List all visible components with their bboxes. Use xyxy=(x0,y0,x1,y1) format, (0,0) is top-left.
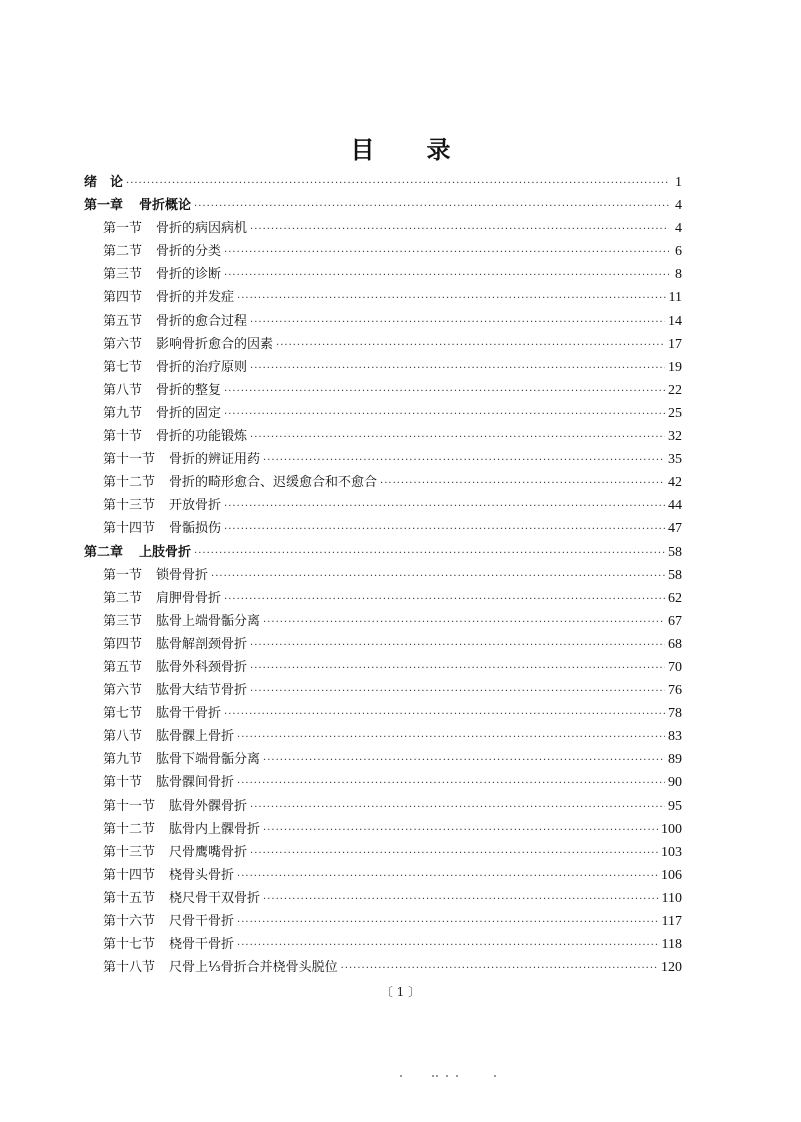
toc-section-entry[interactable] xyxy=(84,217,682,240)
dot-leader xyxy=(250,842,658,865)
toc-section-entry[interactable] xyxy=(84,841,682,864)
toc-entry-label xyxy=(103,379,221,402)
toc-page-number: 68 xyxy=(668,636,682,652)
toc-entry-number: 第一节 xyxy=(103,221,143,237)
toc-section-entry[interactable] xyxy=(84,956,682,979)
dot-leader xyxy=(380,472,665,495)
toc-entry-label xyxy=(84,541,191,564)
toc-entry-title: 肱骨髁上骨折 xyxy=(156,729,235,745)
toc-entry-title: 影响骨折愈合的因素 xyxy=(156,336,274,352)
toc-entry-label xyxy=(103,725,234,748)
toc-section-entry[interactable] xyxy=(84,587,682,610)
toc-entry-number: 第八节 xyxy=(103,729,143,745)
toc-page-number: 110 xyxy=(661,890,682,906)
scan-specks xyxy=(400,1075,500,1077)
dot-leader xyxy=(250,426,665,449)
toc-entry-title: 肱骨大结节骨折 xyxy=(156,683,248,699)
toc-section-entry[interactable] xyxy=(84,725,682,748)
toc-entry-label xyxy=(103,356,247,379)
toc-entry-number: 第十七节 xyxy=(103,937,156,953)
toc-section-entry[interactable] xyxy=(84,310,682,333)
toc-entry-title: 桡尺骨干双骨折 xyxy=(169,890,261,906)
toc-section-entry[interactable] xyxy=(84,263,682,286)
toc-page-number: 103 xyxy=(661,844,682,860)
toc-section-entry[interactable] xyxy=(84,286,682,309)
toc-section-entry[interactable] xyxy=(84,379,682,402)
toc-entry-label xyxy=(103,425,247,448)
toc-page-number: 1 xyxy=(675,175,682,190)
toc-entry-title: 肱骨外髁骨折 xyxy=(169,798,248,814)
toc-entry-number: 第十四节 xyxy=(103,867,156,883)
toc-page-number: 22 xyxy=(668,382,682,398)
dot-leader xyxy=(224,495,665,518)
toc-entry-label xyxy=(103,517,221,540)
toc-entry-number: 第十三节 xyxy=(103,844,156,860)
toc-entry-title: 骨折的整复 xyxy=(156,382,222,398)
dot-leader xyxy=(224,380,665,403)
toc-entry-number: 第九节 xyxy=(103,405,143,421)
toc-entry-number: 第十二节 xyxy=(103,821,156,837)
dot-leader xyxy=(237,934,658,957)
toc-section-entry[interactable] xyxy=(84,240,682,263)
dot-leader xyxy=(263,449,665,472)
toc-entry-label xyxy=(103,771,234,794)
toc-entry-number: 第十一节 xyxy=(103,452,156,468)
toc-section-entry[interactable] xyxy=(84,887,682,910)
toc-entry-title: 骨折的并发症 xyxy=(156,290,235,306)
toc-entry-label xyxy=(84,194,191,217)
toc-page-number: 100 xyxy=(661,821,682,837)
toc-section-entry[interactable] xyxy=(84,333,682,356)
dot-leader xyxy=(263,888,658,911)
dot-leader xyxy=(263,819,658,842)
toc-entry-number: 第二章 xyxy=(84,544,124,560)
dot-leader xyxy=(237,287,665,310)
toc-chapter-entry[interactable] xyxy=(84,194,682,217)
toc-entry-title: 尺骨干骨折 xyxy=(169,914,235,929)
toc-section-entry[interactable] xyxy=(84,702,682,725)
toc-page-number: 47 xyxy=(668,521,682,537)
toc-page-number: 83 xyxy=(668,729,682,745)
title-char-1: 目 xyxy=(350,135,375,164)
toc-entry-number: 第十节 xyxy=(103,775,143,791)
toc-entry-title: 桡骨干骨折 xyxy=(169,937,235,953)
dot-leader xyxy=(250,218,669,241)
toc-page-number: 58 xyxy=(668,567,682,583)
toc-entry-label xyxy=(103,910,234,933)
toc-section-entry[interactable] xyxy=(84,633,682,656)
toc-entry-title: 骨折的固定 xyxy=(156,405,222,421)
toc-page-number: 4 xyxy=(675,221,682,237)
toc-page-number: 6 xyxy=(675,244,682,260)
toc-entry-number: 第六节 xyxy=(103,336,143,352)
toc-section-entry[interactable] xyxy=(84,656,682,679)
dot-leader xyxy=(341,957,658,980)
toc-section-entry[interactable] xyxy=(84,425,682,448)
toc-page-number: 117 xyxy=(661,914,682,929)
dot-leader xyxy=(211,565,665,588)
toc-entry-label xyxy=(103,564,208,587)
toc-entry-number: 第七节 xyxy=(103,359,143,375)
toc-entry-label xyxy=(103,310,247,333)
dot-leader xyxy=(224,403,665,426)
toc-entry-title: 肱骨干骨折 xyxy=(156,706,222,722)
toc-entry-number: 第四节 xyxy=(103,636,143,652)
toc-entry-label xyxy=(103,956,338,979)
toc-entry-title: 肱骨髁间骨折 xyxy=(156,775,235,791)
toc-page-number: 120 xyxy=(661,960,682,976)
toc-entry-number: 第十三节 xyxy=(103,498,156,514)
toc-entry-number: 第十一节 xyxy=(103,798,156,814)
dot-leader xyxy=(250,796,665,819)
toc-entry-title: 骨折的功能锻炼 xyxy=(156,429,248,445)
toc-page-number: 58 xyxy=(668,544,682,560)
toc-entry-label xyxy=(103,633,247,656)
toc-entry-title: 骨骺损伤 xyxy=(169,521,222,537)
toc-section-entry[interactable] xyxy=(84,818,682,841)
toc-entry-title: 骨折的愈合过程 xyxy=(156,313,248,329)
toc-entry-label xyxy=(103,402,221,425)
page-folio: 〔 1 〕 xyxy=(380,985,421,999)
toc-page-number: 35 xyxy=(668,452,682,468)
toc-entry-title: 锁骨骨折 xyxy=(156,567,209,583)
dot-leader xyxy=(224,241,669,264)
toc-entry-number: 第四节 xyxy=(103,290,143,306)
toc-entry-title: 骨折的治疗原则 xyxy=(156,359,248,375)
toc-entry-label xyxy=(103,263,221,286)
toc-section-entry[interactable] xyxy=(84,795,682,818)
toc-section-entry[interactable] xyxy=(84,448,682,471)
toc-section-entry[interactable] xyxy=(84,402,682,425)
dot-leader xyxy=(250,657,665,680)
toc-page-number: 62 xyxy=(668,590,682,606)
toc-entry-label xyxy=(103,841,247,864)
toc-section-entry[interactable] xyxy=(84,910,682,933)
dot-leader xyxy=(224,703,665,726)
toc-entry-number: 绪 论 xyxy=(84,175,124,190)
toc-entry-number: 第十节 xyxy=(103,429,143,445)
dot-leader xyxy=(237,726,665,749)
toc-entry-title: 骨折概论 xyxy=(139,198,192,214)
toc-entry-number: 第一节 xyxy=(103,567,143,583)
toc-entry-title: 骨折的诊断 xyxy=(156,267,222,283)
toc-section-entry[interactable] xyxy=(84,771,682,794)
toc-page-number: 70 xyxy=(668,659,682,675)
toc-chapter-entry[interactable] xyxy=(84,171,682,194)
toc-entry-title: 骨折的分类 xyxy=(156,244,222,260)
toc-entry-title: 骨折的辨证用药 xyxy=(169,452,261,468)
toc-entry-number: 第九节 xyxy=(103,752,143,768)
toc-section-entry[interactable] xyxy=(84,494,682,517)
dot-leader xyxy=(237,772,665,795)
toc-section-entry[interactable] xyxy=(84,864,682,887)
toc-entry-label xyxy=(103,610,260,633)
toc-entry-number: 第三节 xyxy=(103,267,143,283)
toc-page-number: 32 xyxy=(668,429,682,445)
toc-entry-number: 第十八节 xyxy=(103,960,156,976)
toc-entry-label xyxy=(103,795,247,818)
dot-leader xyxy=(194,542,665,565)
dot-leader xyxy=(250,357,665,380)
toc-page-number: 42 xyxy=(668,475,682,491)
dot-leader xyxy=(263,749,665,772)
toc-entry-title: 上肢骨折 xyxy=(139,544,192,560)
dot-leader xyxy=(224,588,665,611)
toc-entry-title: 肱骨解剖颈骨折 xyxy=(156,636,248,652)
toc-entry-label xyxy=(103,333,273,356)
toc-entry-label xyxy=(103,448,260,471)
toc-page-number: 14 xyxy=(668,313,682,329)
toc-entry-label xyxy=(103,887,260,910)
toc-page-number: 90 xyxy=(668,775,682,791)
toc-entry-label xyxy=(103,494,221,517)
toc-page-number: 106 xyxy=(661,867,682,883)
toc-entry-number: 第十四节 xyxy=(103,521,156,537)
toc-entry-label xyxy=(103,933,234,956)
toc-entry-number: 第三节 xyxy=(103,613,143,629)
dot-leader xyxy=(263,611,665,634)
toc-entry-label xyxy=(103,286,234,309)
toc-page-number: 95 xyxy=(668,798,682,814)
dot-leader xyxy=(250,634,665,657)
toc-section-entry[interactable] xyxy=(84,564,682,587)
toc-entry-label xyxy=(84,171,123,194)
dot-leader xyxy=(276,334,665,357)
toc-entry-number: 第十六节 xyxy=(103,914,156,929)
toc-entry-title: 尺骨上⅓骨折合并桡骨头脱位 xyxy=(169,960,338,976)
toc-entry-number: 第十二节 xyxy=(103,475,156,491)
toc-entry-label xyxy=(103,679,247,702)
toc-page-number: 76 xyxy=(668,683,682,699)
toc-entry-title: 肱骨外科颈骨折 xyxy=(156,659,248,675)
toc-entry-number: 第五节 xyxy=(103,659,143,675)
toc-entry-label xyxy=(103,748,260,771)
toc-page-number: 118 xyxy=(661,937,682,953)
toc-entry-label xyxy=(103,864,234,887)
toc-entry-number: 第十五节 xyxy=(103,890,156,906)
toc-entry-title: 肱骨内上髁骨折 xyxy=(169,821,261,837)
toc-page-number: 89 xyxy=(668,752,682,768)
toc-page-number: 67 xyxy=(668,613,682,629)
dot-leader xyxy=(237,865,658,888)
toc-entry-label xyxy=(103,656,247,679)
toc-entry-title: 肩胛骨骨折 xyxy=(156,590,222,606)
dot-leader xyxy=(250,311,665,334)
toc-entry-title: 尺骨鹰嘴骨折 xyxy=(169,844,248,860)
toc-entry-title: 肱骨上端骨骺分离 xyxy=(156,613,261,629)
page-title xyxy=(0,130,801,165)
toc-entry-title: 骨折的病因病机 xyxy=(156,221,248,237)
dot-leader xyxy=(194,195,669,218)
toc-page-number: 11 xyxy=(668,290,682,306)
toc-entry-number: 第八节 xyxy=(103,382,143,398)
toc-entry-title: 桡骨头骨折 xyxy=(169,867,235,883)
toc-entry-number: 第二节 xyxy=(103,244,143,260)
dot-leader xyxy=(237,911,658,934)
toc-entry-title: 开放骨折 xyxy=(169,498,222,514)
toc-entry-label xyxy=(103,471,377,494)
toc-page-number: 8 xyxy=(675,267,682,283)
toc-entry-label xyxy=(103,702,221,725)
toc-entry-label xyxy=(103,818,260,841)
toc-page-number: 78 xyxy=(668,706,682,722)
toc-entry-number: 第五节 xyxy=(103,313,143,329)
toc-section-entry[interactable] xyxy=(84,517,682,540)
toc-entry-label xyxy=(103,240,221,263)
toc-section-entry[interactable] xyxy=(84,471,682,494)
title-char-2: 录 xyxy=(426,135,451,164)
dot-leader xyxy=(250,680,665,703)
table-of-contents xyxy=(84,171,682,979)
toc-entry-number: 第六节 xyxy=(103,683,143,699)
toc-entry-title: 骨折的畸形愈合、迟缓愈合和不愈合 xyxy=(169,475,378,491)
dot-leader xyxy=(224,264,669,287)
toc-section-entry[interactable] xyxy=(84,356,682,379)
toc-entry-label xyxy=(103,217,247,240)
toc-page-number: 25 xyxy=(668,405,682,421)
toc-entry-label xyxy=(103,587,221,610)
toc-page-number: 19 xyxy=(668,359,682,375)
toc-chapter-entry[interactable] xyxy=(84,541,682,564)
dot-leader xyxy=(224,518,665,541)
toc-page-number: 17 xyxy=(668,336,682,352)
toc-entry-number: 第七节 xyxy=(103,706,143,722)
toc-section-entry[interactable] xyxy=(84,748,682,771)
toc-entry-number: 第一章 xyxy=(84,198,124,214)
toc-entry-number: 第二节 xyxy=(103,590,143,606)
dot-leader xyxy=(126,172,669,195)
toc-section-entry[interactable] xyxy=(84,679,682,702)
toc-section-entry[interactable] xyxy=(84,610,682,633)
toc-page-number: 4 xyxy=(675,198,682,214)
toc-entry-title: 肱骨下端骨骺分离 xyxy=(156,752,261,768)
toc-page-number: 44 xyxy=(668,498,682,514)
toc-section-entry[interactable] xyxy=(84,933,682,956)
